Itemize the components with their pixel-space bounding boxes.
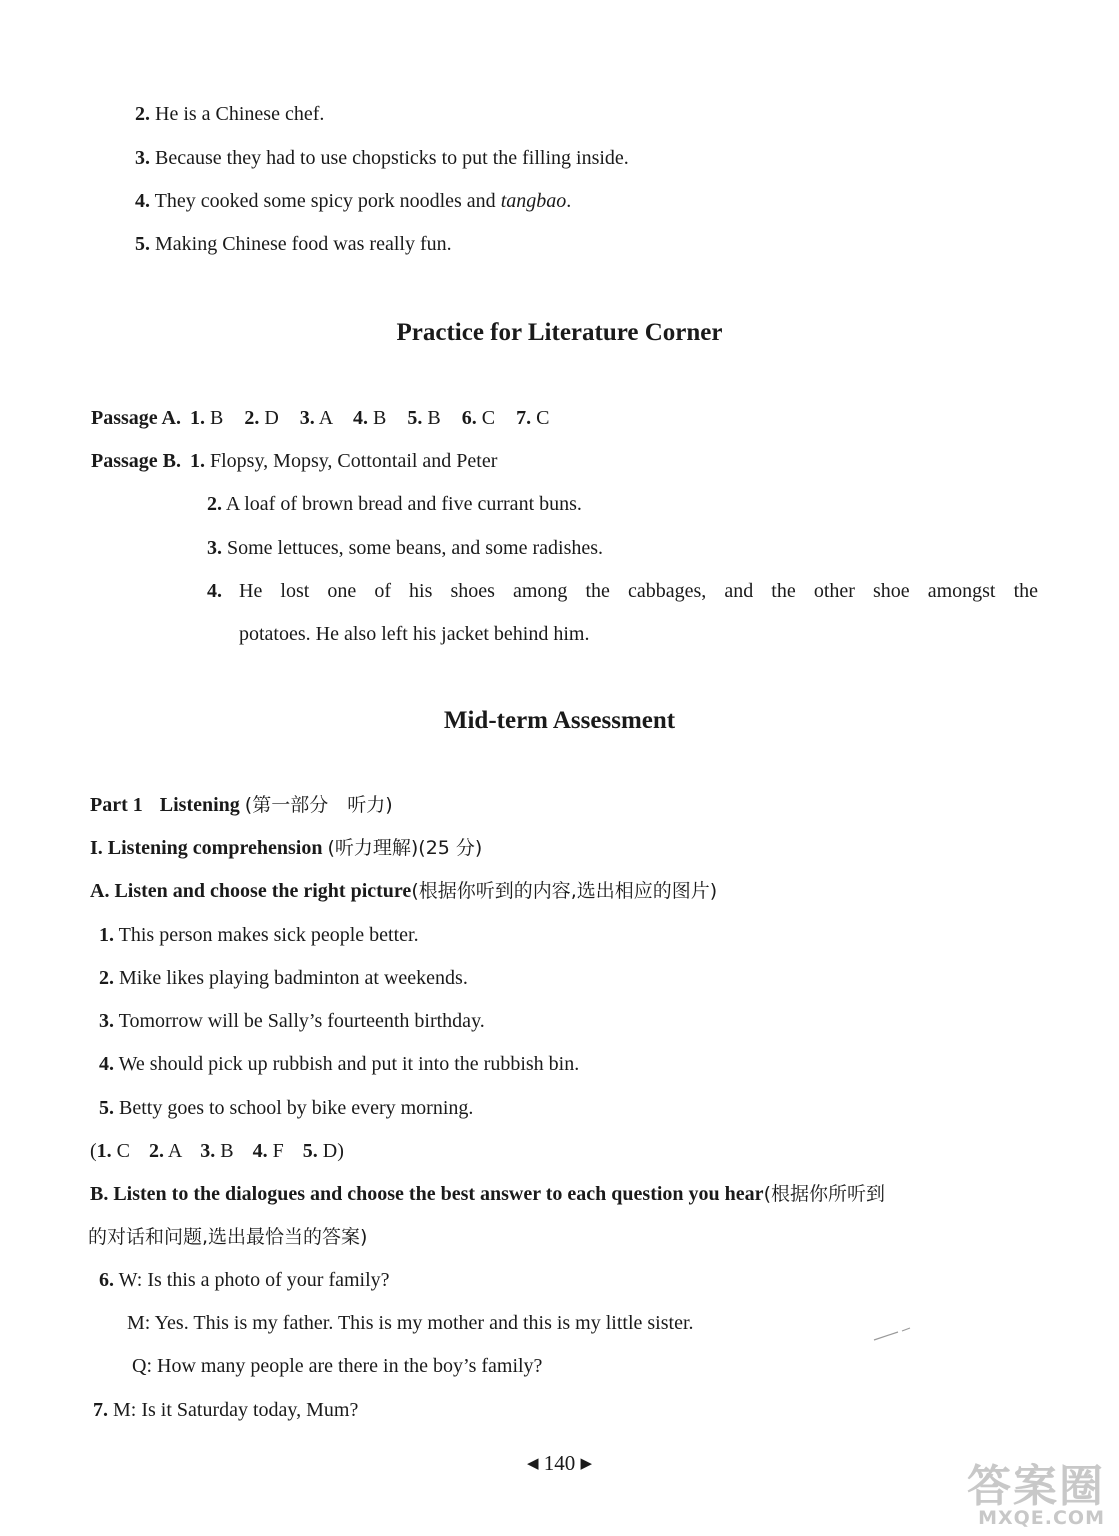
- item-number: 6.: [99, 1269, 114, 1291]
- section1-cn: (听力理解)(25 分): [327, 837, 483, 859]
- passage-b-row-4: [207, 581, 222, 601]
- item-number: 4.: [207, 580, 222, 602]
- listening-item-1: [99, 925, 419, 945]
- listening-item-5: [99, 1098, 473, 1118]
- item-number: 1.: [190, 450, 205, 472]
- left-triangle-icon: ◀: [526, 1456, 539, 1472]
- dialogue-6-q: [132, 1356, 542, 1376]
- answer-text: Because they had to use chopsticks to put the filling inside.: [155, 147, 629, 169]
- answer-letter: B: [210, 407, 224, 429]
- listening-item-4: [99, 1054, 579, 1074]
- item-number: 1.: [99, 924, 114, 946]
- item-number: 2.: [135, 103, 150, 125]
- answer-2: [135, 104, 324, 124]
- answer-number: 5.: [407, 407, 423, 429]
- speaker: Q:: [132, 1355, 152, 1377]
- section-a-label: A. Listen and choose the right picture: [90, 880, 412, 902]
- passage-b-row-4-line2: potatoes. He also left his jacket behind him.: [239, 623, 590, 645]
- section-b-heading: [90, 1184, 885, 1204]
- item-number: 4.: [99, 1053, 114, 1075]
- part1-label: Part 1: [90, 794, 143, 816]
- page-number-text: 140: [543, 1451, 576, 1475]
- answer-number: 6.: [461, 407, 477, 429]
- section-a-cn: (根据你听到的内容,选出相应的图片): [411, 880, 718, 902]
- passage-b-row-2: [207, 494, 582, 514]
- item-number: 3.: [207, 537, 222, 559]
- answer-text-end: .: [566, 190, 572, 212]
- key-number: 4.: [252, 1140, 268, 1162]
- section-b-cn-1: (根据你所听到: [763, 1183, 885, 1205]
- listening-item-2: [99, 968, 468, 988]
- section-a-heading: [90, 881, 717, 901]
- answer-number: 1.: [190, 407, 205, 429]
- midterm-heading: Mid-term Assessment: [443, 707, 676, 734]
- dialogue-text: Is it Saturday today, Mum?: [141, 1399, 359, 1421]
- dialogue-6-m: [127, 1313, 694, 1333]
- item-number: 2.: [99, 967, 114, 989]
- answer-italic-term: tangbao: [500, 190, 567, 212]
- item-number: 4.: [135, 190, 150, 212]
- dialogue-text: Is this a photo of your family?: [147, 1269, 390, 1291]
- passage-b-label: Passage B.: [91, 450, 181, 472]
- key-number: 2.: [149, 1140, 165, 1162]
- answer-number: 7.: [516, 407, 532, 429]
- key-letter: F: [272, 1140, 284, 1162]
- answer-text: A loaf of brown bread and five currant buns.: [225, 493, 582, 515]
- item-number: 3.: [99, 1010, 114, 1032]
- key-letter: C: [116, 1140, 131, 1162]
- speaker: W:: [118, 1269, 143, 1291]
- answer-number: 4.: [353, 407, 369, 429]
- key-number: 3.: [200, 1140, 216, 1162]
- watermark-logo: [967, 1461, 1105, 1529]
- answer-letter: B: [427, 407, 441, 429]
- item-number: 2.: [207, 493, 222, 515]
- answer-5: [135, 234, 452, 254]
- dialogue-text: Yes. This is my father. This is my mother and this is my little sister.: [154, 1312, 694, 1334]
- answer-letter: C: [536, 407, 550, 429]
- dialogue-7-m: [93, 1400, 358, 1420]
- key-open-paren: (: [90, 1140, 97, 1162]
- answer-text: Making Chinese food was really fun.: [155, 233, 452, 255]
- listening-item-3: [99, 1011, 485, 1031]
- item-number: 5.: [135, 233, 150, 255]
- passage-b-row-4-line1: He lost one of his shoes among the cabbages, and the other shoe amongst the: [239, 580, 1038, 602]
- key-number: 5.: [302, 1140, 318, 1162]
- passage-b-row-3: [207, 538, 603, 558]
- part1-name: Listening: [159, 794, 240, 816]
- answer-letter: B: [373, 407, 387, 429]
- passage-a-label: Passage A.: [91, 407, 181, 429]
- answer-letter: A: [318, 407, 333, 429]
- passage-a-row: [91, 408, 549, 428]
- answer-4: [135, 191, 571, 211]
- key-close-paren: ): [337, 1140, 344, 1162]
- answer-text: He is a Chinese chef.: [155, 103, 325, 125]
- key-letter: D: [322, 1140, 338, 1162]
- answer-text: They cooked some spicy pork noodles and: [154, 190, 501, 212]
- answer-number: 3.: [299, 407, 315, 429]
- item-text: We should pick up rubbish and put it into the rubbish bin.: [118, 1053, 580, 1075]
- item-text: Tomorrow will be Sally’s fourteenth birthday.: [118, 1010, 485, 1032]
- item-number: 7.: [93, 1399, 108, 1421]
- pen-mark: [872, 1326, 912, 1342]
- key-letter: B: [220, 1140, 234, 1162]
- section-a-answer-key: [90, 1141, 344, 1161]
- key-number: 1.: [96, 1140, 112, 1162]
- section1-label: I. Listening comprehension: [90, 837, 323, 859]
- item-number: 3.: [135, 147, 150, 169]
- part1-heading: [90, 795, 393, 815]
- speaker: M:: [127, 1312, 151, 1334]
- answer-letter: C: [481, 407, 496, 429]
- answer-number: 2.: [244, 407, 260, 429]
- item-text: Betty goes to school by bike every morning.: [119, 1097, 474, 1119]
- watermark-line-1: 答案圈: [967, 1461, 1105, 1512]
- item-text: Mike likes playing badminton at weekends.: [119, 967, 468, 989]
- page-number: [0, 1453, 1119, 1474]
- answer-text: Flopsy, Mopsy, Cottontail and Peter: [210, 450, 498, 472]
- watermark-line-2: MXQE.COM: [978, 1507, 1105, 1529]
- key-letter: A: [167, 1140, 182, 1162]
- part1-cn: (第一部分 听力): [244, 794, 393, 816]
- item-number: 5.: [99, 1097, 114, 1119]
- speaker: M:: [113, 1399, 137, 1421]
- answer-text: Some lettuces, some beans, and some radishes.: [227, 537, 604, 559]
- dialogue-6-w: [99, 1270, 390, 1290]
- dialogue-text: How many people are there in the boy’s family?: [157, 1355, 543, 1377]
- section-b-label: B. Listen to the dialogues and choose the best answer to each question you hear: [90, 1183, 764, 1205]
- item-text: This person makes sick people better.: [118, 924, 419, 946]
- answer-letter: D: [264, 407, 279, 429]
- right-triangle-icon: ▶: [580, 1456, 593, 1472]
- section-b-cn-2: 的对话和问题,选出最恰当的答案): [88, 1226, 368, 1248]
- passage-b-row-1: [91, 451, 497, 471]
- section1-heading: [90, 838, 482, 858]
- lit-corner-heading: Practice for Literature Corner: [396, 319, 723, 346]
- answer-3: [135, 148, 629, 168]
